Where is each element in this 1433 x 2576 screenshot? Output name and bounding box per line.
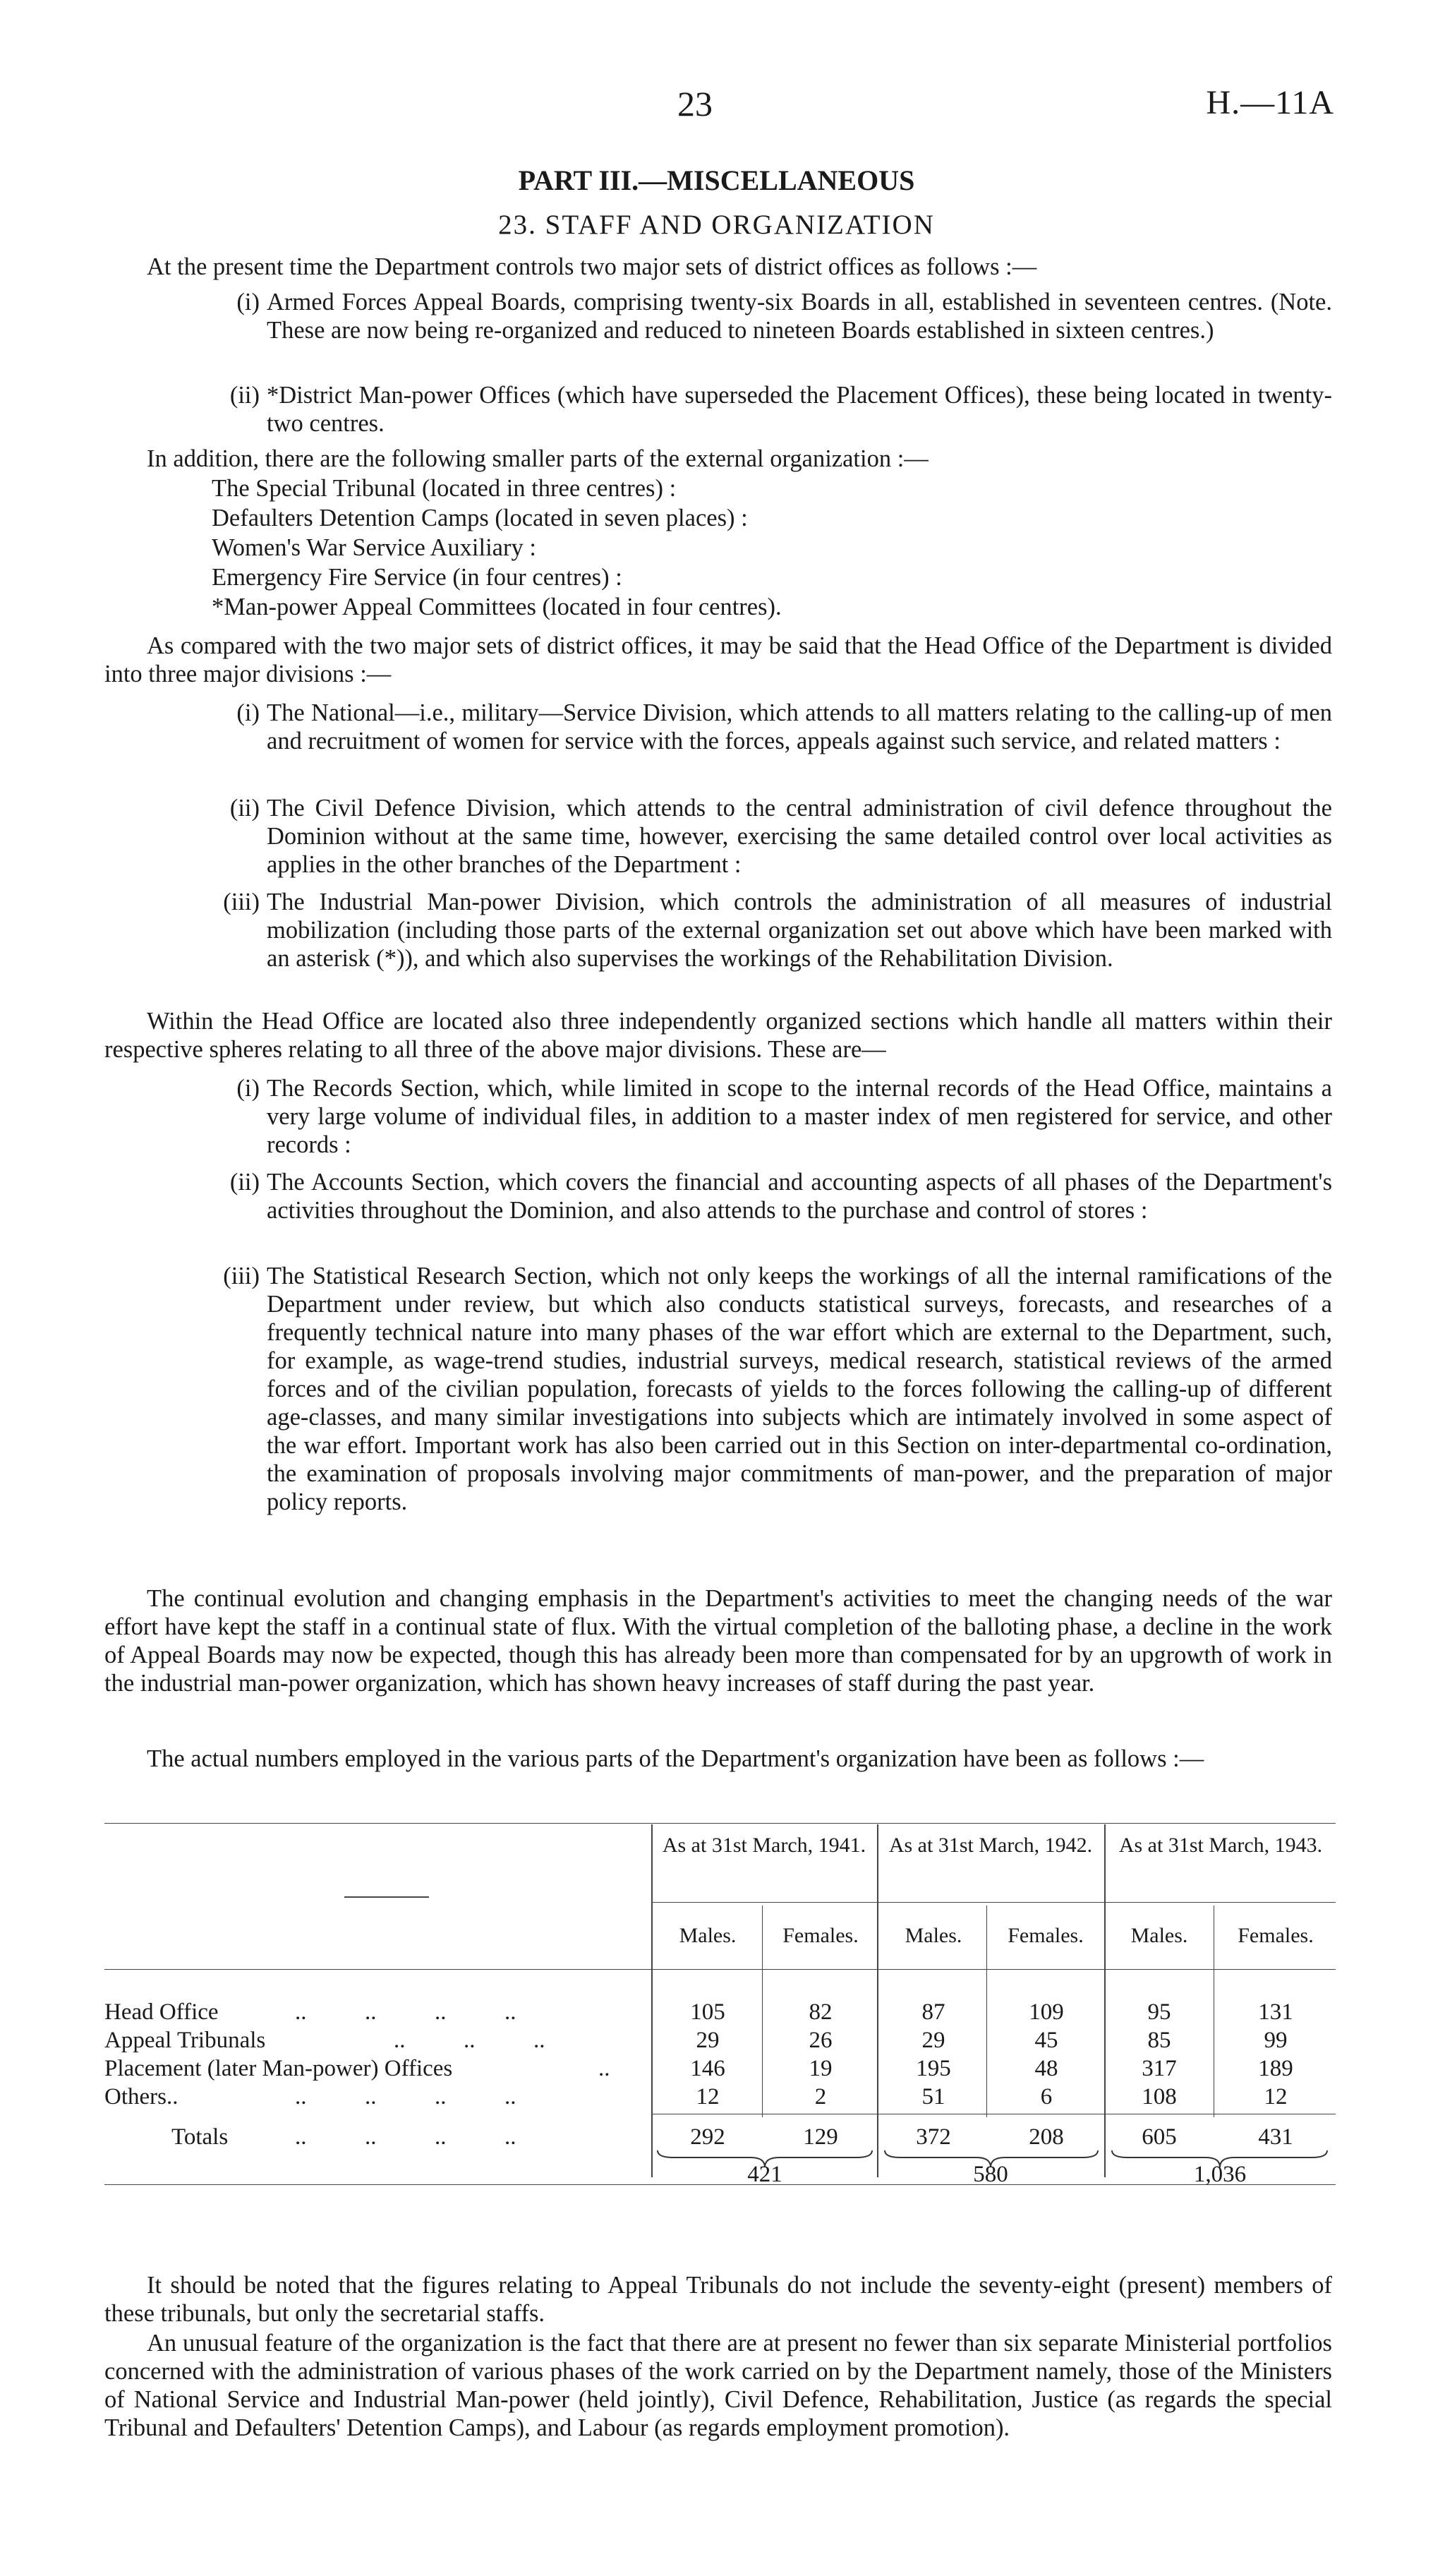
row-label: Placement (later Man-power) Offices [104, 2056, 453, 2081]
list-item: (ii) The Accounts Section, which covers the financial and accounting aspects of all phases of the Department's activities throughout the Dominion, and also attends to the purchase and control of stores : [229, 1169, 1332, 1224]
list-item: (iii) The Industrial Man-power Division, which controls the administration of all measures of industrial mobilization (including those parts of the external organization set out above which have been marked with an asterisk (*)), and which also supervises the workings of the Rehabilitation Division. [223, 889, 1332, 972]
totals-label: Totals [171, 2124, 229, 2150]
row-label: Appeal Tribunals [104, 2028, 266, 2053]
row-label: Others.. [104, 2084, 179, 2109]
list-item: Emergency Fire Service (in four centres) : [212, 564, 622, 591]
row-leaders: .. .. .. .. [295, 2124, 516, 2150]
paragraph-tribunals-note: It should be noted that the figures relating to Appeal Tribunals do not include the seventy-eight (present) members of these tribunals, but only the secretarial staffs. [104, 2272, 1332, 2327]
paragraph-numbers: The actual numbers employed in the various parts of the Department's organization have been as follows :— [147, 1745, 1204, 1772]
table-rule [104, 1823, 1336, 1824]
paragraph-divisions: As compared with the two major sets of district offices, it may be said that the Head Office of the Department is divided into three major divisions :— [104, 632, 1332, 687]
list-item: (iii) The Statistical Research Section, which not only keeps the workings of all the internal ramifications of the Department under review, but which also conducts statistical surveys, forecasts, and researches of a frequently technical nature into many phases of the war effort which are external to the Department, such, for example, as wage-trend studies, industrial surveys, medical research, statistical reviews of the armed forces and of the civilian population, forecasts of yields to the forces following the calling-up of different age-classes, and many similar investigations into subjects which are intimately involved in some aspect of the war effort. Important work has also been carried out in this Section on inter-departmental co-ordination, the examination of proposals involving major commitments of man-power, and the preparation of major policy reports. [223, 1263, 1332, 1515]
table-dash [344, 1896, 429, 1898]
row-label: Head Office [104, 1999, 219, 2025]
grand-total: 1,036 [1193, 2162, 1247, 2187]
paragraph-addition: In addition, there are the following smaller parts of the external organization :— [147, 445, 929, 472]
table-row: Head Office .. .. .. .. 105 82 87 109 95 131 [104, 1999, 1293, 2025]
table-row: Appeal Tribunals .. .. .. 29 26 29 45 85 99 [104, 2028, 1288, 2053]
males-header: Males. [1130, 1924, 1188, 1947]
period-header: As at 31st March, 1941. [662, 1834, 866, 1857]
males-header: Males. [679, 1924, 737, 1947]
list-item: *Man-power Appeal Committees (located in four centres). [212, 594, 782, 620]
list-item: (i) Armed Forces Appeal Boards, comprising twenty-six Boards in all, established in seventeen centres. (Note. These are now being re-organized and reduced to nineteen Boards established in sixteen centres.) [236, 289, 1332, 344]
females-header: Females. [1238, 1924, 1314, 1947]
row-leaders: .. .. .. [394, 2028, 545, 2053]
staff-table [104, 1803, 1336, 2213]
grand-total: 580 [973, 2162, 1008, 2187]
period-header: As at 31st March, 1942. [888, 1834, 1093, 1857]
females-header: Females. [1008, 1924, 1084, 1947]
list-item: The Special Tribunal (located in three centres) : [212, 475, 677, 502]
paragraph-sections: Within the Head Office are located also three independently organized sections which handle all matters within their respective spheres relating to all three of the above major divisions. These are— [104, 1008, 1332, 1063]
page-number: 23 [677, 84, 713, 124]
row-leaders: .. [598, 2056, 610, 2081]
row-leaders: .. .. .. .. [295, 1999, 516, 2025]
document-reference: H.—11A [1206, 84, 1334, 121]
paragraph-intro: At the present time the Department controls two major sets of district offices as follows :— [147, 253, 1037, 280]
list-item: (i) The National—i.e., military—Service Division, which attends to all matters relating to the calling-up of men and recruitment of women for service with the forces, appeals against such service, and related matters : [236, 699, 1332, 754]
paragraph-evolution: The continual evolution and changing emphasis in the Department's activities to meet the changing needs of the war effort have kept the staff in a continual state of flux. With the virtual completion of the balloting phase, a decline in the work of Appeal Boards may now be expected, though this has already been more than compensated for by an upgrowth of work in the industrial man-power organization, which has shown heavy increases of staff during the past year. [104, 1585, 1332, 1697]
males-header: Males. [905, 1924, 962, 1947]
row-leaders: .. .. .. .. [295, 2084, 516, 2109]
grand-total: 421 [747, 2162, 782, 2187]
females-header: Females. [782, 1924, 859, 1947]
part-title: PART III.—MISCELLANEOUS [518, 164, 915, 196]
list-item: Defaulters Detention Camps (located in seven places) : [212, 505, 748, 531]
list-item: (i) The Records Section, which, while limited in scope to the internal records of the Head Office, maintains a very large volume of individual files, in addition to a master index of men registered for service, and other records : [236, 1075, 1332, 1158]
list-item: Women's War Service Auxiliary : [212, 534, 536, 561]
table-row: Others.. .. .. .. .. 12 2 51 6 108 12 [104, 2084, 1288, 2109]
totals-row: Totals .. .. .. .. 292 129 372 208 605 431 [171, 2124, 1293, 2150]
list-item: (ii) *District Man-power Offices (which have superseded the Placement Offices), these being located in twenty-two centres. [229, 382, 1332, 437]
section-title: 23. STAFF AND ORGANIZATION [498, 210, 935, 240]
table-rule [104, 1969, 1336, 1970]
table-row: Placement (later Man-power) Offices .. 146 19 195 48 317 189 [104, 2056, 1293, 2081]
paragraph-ministerial: An unusual feature of the organization is the fact that there are at present no fewer than six separate Ministerial portfolios concerned with the administration of various phases of the work carried on by the Department namely, those of the Ministers of National Service and Industrial Man-power (held jointly), Civil Defence, Rehabilitation, Justice (as regards the special Tribunal and Defaulters' Detention Camps), and Labour (as regards employment promotion). [104, 2330, 1332, 2441]
table-rule [652, 1902, 1336, 1903]
list-item: (ii) The Civil Defence Division, which attends to the central administration of civil defence throughout the Dominion without at the same time, however, exercising the same detailed control over local activities as applies in the other branches of the Department : [229, 795, 1332, 878]
period-header: As at 31st March, 1943. [1118, 1834, 1323, 1857]
